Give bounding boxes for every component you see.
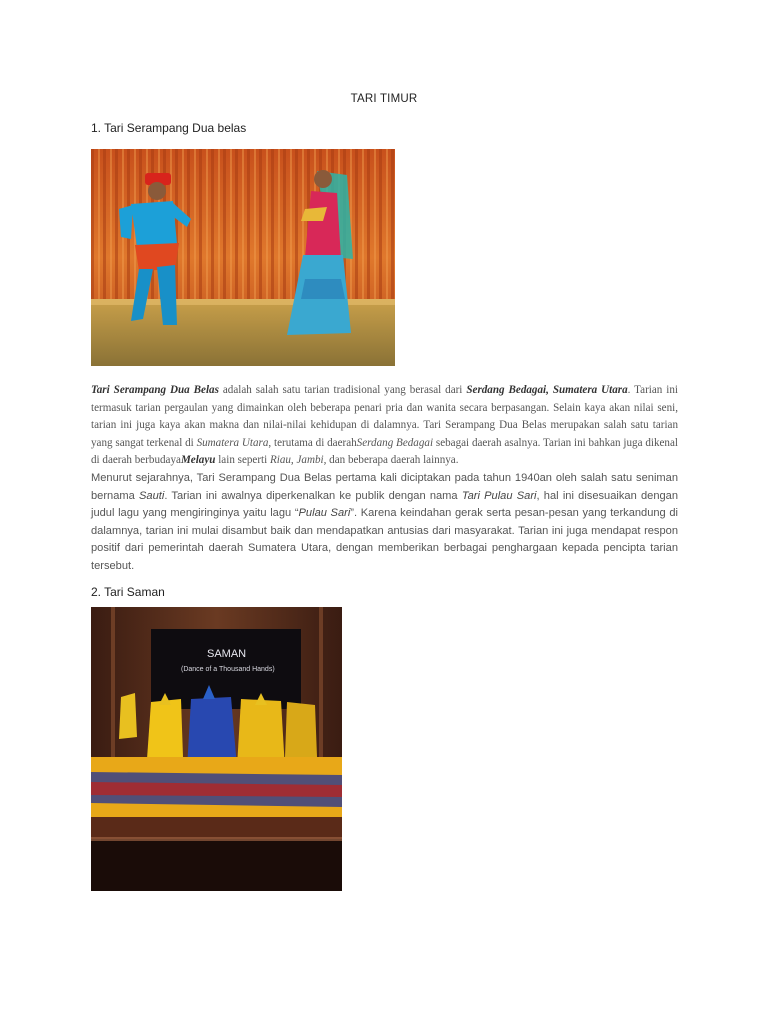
- saman-screen-subtitle: (Dance of a Thousand Hands): [181, 666, 275, 673]
- saman-screen-title: SAMAN: [207, 648, 247, 660]
- serampang-history-paragraph: Menurut sejarahnya, Tari Serampang Dua Belas pertama kali diciptakan pada tahun 1940an oleh salah satu seniman bernama Sauti. Tarian ini awalnya diperkenalkan ke publik dengan nama Tari Pulau Sari, hal ini disesuaikan dengan judul lagu yang mengiringinya yaitu lagu “Pulau Sari”. Karena keindahan gerak serta pesan-pesan yang terkandung di dalamnya, tarian ini mulai disambut baik dan mendapatkan antusias dari masyarakat. Tarian ini juga mendapat respon positif dari pemerintah daerah Sumatera Utara, dengan memberikan berbagai penghargaan kepada pencipta tarian tersebut.: [91, 472, 679, 572]
- page-title: TARI TIMUR: [350, 93, 418, 105]
- section-heading-serampang: 1. Tari Serampang Dua belas: [91, 121, 247, 135]
- serampang-dance-photo: [91, 149, 395, 366]
- section-heading-saman: 2. Tari Saman: [91, 585, 165, 599]
- saman-dance-photo: [91, 607, 342, 891]
- serampang-description-paragraph: Tari Serampang Dua Belas adalah salah satu tarian tradisional yang berasal dari Serdang Bedagai, Sumatera Utara. Tarian ini termasuk tarian pergaulan yang dimainkan oleh beberapa penari pria dan wanita secara berpasangan. Selain kaya akan nilai seni, tarian ini juga kaya akan makna dan nilai-nilai kehidupan di dalamnya. Tari Serampang Dua Belas merupakan salah satu tarian yang sangat terkenal di Sumatera Utara, terutama di daerahSerdang Bedagai sebagai daerah asalnya. Tarian ini bahkan juga dikenal di daerah berbudayaMelayu lain seperti Riau, Jambi, dan beberapa daerah lainnya.: [91, 384, 678, 466]
